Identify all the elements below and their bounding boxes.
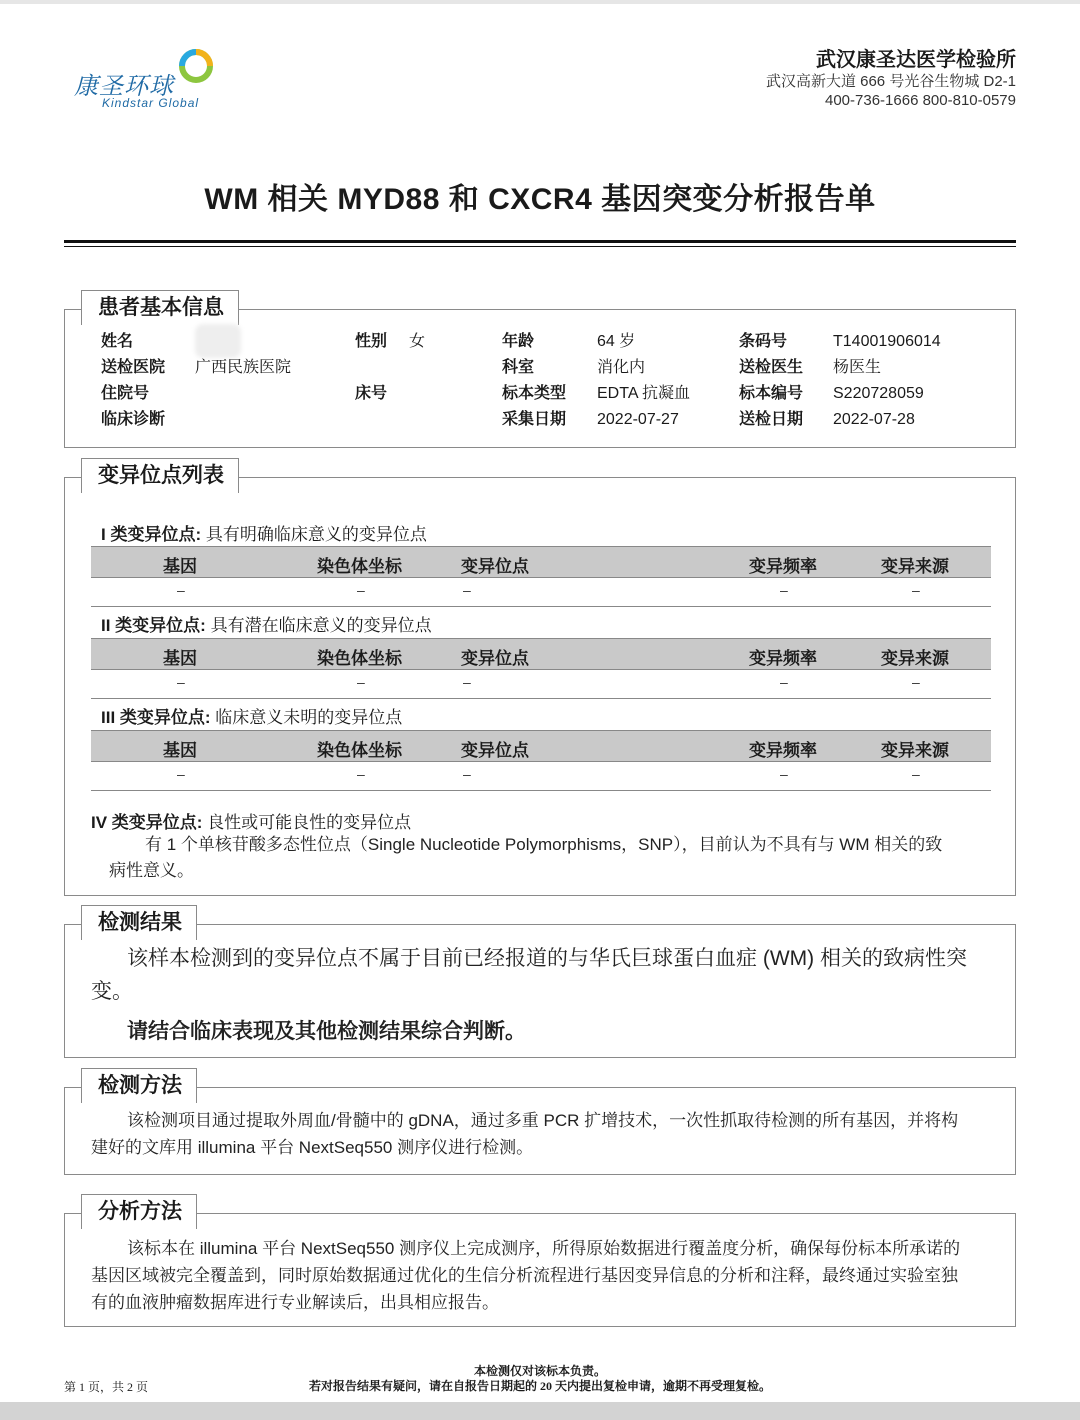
gender-value: 女 xyxy=(409,333,426,350)
table-3-header xyxy=(91,730,991,762)
category-4-text-line1: 有 1 个单核苷酸多态性位点（Single Nucleotide Polymorphisms，SNP），目前认为不具有与 WM 相关的致 xyxy=(145,835,943,854)
cell-chromosome: – xyxy=(357,582,365,598)
sample-type-label: 标本类型 xyxy=(502,385,567,402)
lab-address: 武汉高新大道 666 号光谷生物城 D2-1 xyxy=(765,73,1016,90)
sample-type-value: EDTA 抗凝血 xyxy=(597,385,691,402)
analysis-section xyxy=(64,1200,1016,1327)
col-frequency: 变异频率 xyxy=(749,741,817,760)
col-origin: 变异来源 xyxy=(881,649,949,668)
send-date-label: 送检日期 xyxy=(739,411,804,428)
category-4-label: IV 类变异位点: xyxy=(91,813,203,832)
category-4-heading xyxy=(91,808,411,833)
patient-info-section xyxy=(64,296,1016,448)
analysis-line2: 基因区域被完全覆盖到，同时原始数据通过优化的生信分析流程进行基因变异信息的分析和注释，最终通过实验室独 xyxy=(91,1266,958,1285)
cell-gene: – xyxy=(177,582,185,598)
result-line2: 变。 xyxy=(91,980,133,1003)
col-frequency: 变异频率 xyxy=(749,557,817,576)
category-3-label: III 类变异位点: xyxy=(101,708,211,727)
logo-ring-icon xyxy=(178,48,214,84)
redacted-name xyxy=(195,324,241,358)
barcode-value: T14001906014 xyxy=(833,333,941,350)
category-4-desc: 良性或可能良性的变异位点 xyxy=(207,813,412,832)
cell-variant: – xyxy=(463,766,471,782)
result-section xyxy=(64,911,1016,1058)
bed-label: 床号 xyxy=(355,385,388,402)
category-1-desc: 具有明确临床意义的变异位点 xyxy=(205,525,427,544)
age-value: 64 岁 xyxy=(597,333,636,350)
table-2-header xyxy=(91,638,991,670)
age-label: 年龄 xyxy=(502,333,535,350)
col-origin: 变异来源 xyxy=(881,741,949,760)
barcode-label: 条码号 xyxy=(739,333,788,350)
category-1-heading xyxy=(101,520,427,545)
title-rule-thin xyxy=(64,246,1016,247)
cell-origin: – xyxy=(912,766,920,782)
logo-en-text: Kindstar Global xyxy=(102,96,200,110)
kindstar-logo xyxy=(74,46,234,112)
lab-info xyxy=(766,48,1016,110)
col-frequency: 变异频率 xyxy=(749,649,817,668)
dept-label: 科室 xyxy=(502,359,535,376)
footer-note-1: 本检测仅对该标本负责。 xyxy=(473,1364,606,1378)
cell-gene: – xyxy=(177,674,185,690)
col-gene: 基因 xyxy=(163,649,197,668)
method-line2: 建好的文库用 illumina 平台 NextSeq550 测序仪进行检测。 xyxy=(91,1138,534,1157)
col-gene: 基因 xyxy=(163,557,197,576)
hospital-value: 广西民族医院 xyxy=(195,359,292,376)
table-row xyxy=(91,578,991,607)
page-number: 第 1 页，共 2 页 xyxy=(64,1380,149,1394)
name-label: 姓名 xyxy=(101,333,134,350)
table-row xyxy=(91,670,991,699)
cell-frequency: – xyxy=(780,766,788,782)
cell-frequency: – xyxy=(780,582,788,598)
analysis-line1: 该标本在 illumina 平台 NextSeq550 测序仪上完成测序，所得原始数据进行覆盖度分析，确保每份标本所承诺的 xyxy=(127,1239,961,1258)
dept-value: 消化内 xyxy=(597,359,646,376)
cell-origin: – xyxy=(912,582,920,598)
footer-note-2: 若对报告结果有疑问，请在自报告日期起的 20 天内提出复检申请，逾期不再受理复检。 xyxy=(308,1379,771,1393)
variant-list-section xyxy=(64,464,1016,896)
variant-list-title: 变异位点列表 xyxy=(81,458,239,493)
collect-date-label: 采集日期 xyxy=(502,411,567,428)
diagnosis-label: 临床诊断 xyxy=(101,411,166,428)
result-line3: 请结合临床表现及其他检测结果综合判断。 xyxy=(127,1020,526,1043)
gender-label: 性别 xyxy=(355,333,388,350)
category-4-text-line2: 病性意义。 xyxy=(109,861,194,880)
method-title: 检测方法 xyxy=(81,1068,197,1103)
cell-chromosome: – xyxy=(357,766,365,782)
lab-name: 武汉康圣达医学检验所 xyxy=(816,49,1016,71)
analysis-line3: 有的血液肿瘤数据库进行专业解读后，出具相应报告。 xyxy=(91,1293,499,1312)
top-band xyxy=(0,0,1080,4)
cell-frequency: – xyxy=(780,674,788,690)
bottom-band xyxy=(0,1402,1080,1420)
cell-chromosome: – xyxy=(357,674,365,690)
report-title: WM 相关 MYD88 和 CXCR4 基因突变分析报告单 xyxy=(204,183,876,216)
collect-date-value: 2022-07-27 xyxy=(597,411,679,428)
patient-info-title: 患者基本信息 xyxy=(81,290,239,325)
col-variant: 变异位点 xyxy=(461,741,529,760)
category-2-heading xyxy=(101,611,432,636)
sample-no-label: 标本编号 xyxy=(739,385,804,402)
method-line1: 该检测项目通过提取外周血/骨髓中的 gDNA，通过多重 PCR 扩增技术，一次性抓取待检测的所有基因，并将构 xyxy=(127,1111,959,1130)
category-3-desc: 临床意义未明的变异位点 xyxy=(215,708,403,727)
col-origin: 变异来源 xyxy=(881,557,949,576)
method-section xyxy=(64,1074,1016,1175)
doctor-value: 杨医生 xyxy=(833,359,882,376)
cell-origin: – xyxy=(912,674,920,690)
col-chromosome: 染色体坐标 xyxy=(317,649,402,668)
table-1-header xyxy=(91,546,991,578)
category-1-label: I 类变异位点: xyxy=(101,525,202,544)
col-gene: 基因 xyxy=(163,741,197,760)
hospital-label: 送检医院 xyxy=(101,359,166,376)
sample-no-value: S220728059 xyxy=(833,385,924,402)
category-3-heading xyxy=(101,703,402,728)
footer-notes xyxy=(0,1364,1080,1394)
title-rule-thick xyxy=(64,240,1016,243)
cell-variant: – xyxy=(463,582,471,598)
category-2-desc: 具有潜在临床意义的变异位点 xyxy=(210,616,432,635)
cell-variant: – xyxy=(463,674,471,690)
logo-cn-text: 康圣环球 xyxy=(74,72,174,100)
col-variant: 变异位点 xyxy=(461,557,529,576)
inpatient-label: 住院号 xyxy=(101,385,150,402)
lab-phone: 400-736-1666 800-810-0579 xyxy=(825,92,1016,109)
doctor-label: 送检医生 xyxy=(739,359,804,376)
analysis-title: 分析方法 xyxy=(81,1194,197,1229)
result-line1: 该样本检测到的变异位点不属于目前已经报道的与华氏巨球蛋白血症 (WM) 相关的致病性突 xyxy=(127,947,967,970)
table-row xyxy=(91,762,991,791)
result-title: 检测结果 xyxy=(81,905,197,940)
send-date-value: 2022-07-28 xyxy=(833,411,915,428)
category-2-label: II 类变异位点: xyxy=(101,616,206,635)
col-variant: 变异位点 xyxy=(461,649,529,668)
col-chromosome: 染色体坐标 xyxy=(317,741,402,760)
col-chromosome: 染色体坐标 xyxy=(317,557,402,576)
cell-gene: – xyxy=(177,766,185,782)
